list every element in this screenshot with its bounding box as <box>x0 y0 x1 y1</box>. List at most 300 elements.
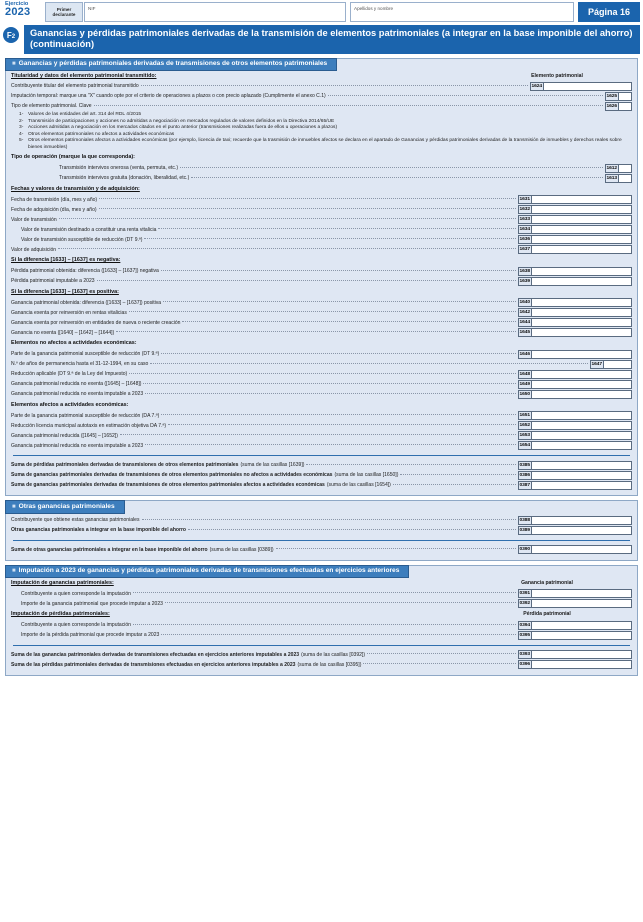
leader-dots <box>191 177 602 178</box>
casilla-input-1613[interactable] <box>619 174 632 183</box>
block1-body <box>5 58 638 497</box>
form-row <box>11 102 632 112</box>
block-imputacion-2023 <box>5 565 638 676</box>
leader-dots <box>141 85 528 86</box>
clave-number: 2- <box>19 118 24 124</box>
row-label: Fecha de adquisición (día, mes y año) <box>11 206 97 213</box>
casilla-input-0390[interactable] <box>532 545 632 554</box>
block1-title <box>5 58 337 72</box>
casilla-number-0392: 0392 <box>518 599 532 608</box>
declarante-label-text: Primer declarante <box>52 6 76 17</box>
casilla-input-0392[interactable] <box>532 599 632 608</box>
casilla-input-1637[interactable] <box>532 245 632 254</box>
leader-dots <box>182 321 515 322</box>
form-row <box>11 599 632 609</box>
casilla-1647 <box>590 360 632 369</box>
casilla-input-0389[interactable] <box>532 526 632 535</box>
block2-rows <box>11 515 632 535</box>
row-label: Valor de transmisión destinado a constituir una renta vitalicia <box>21 226 157 233</box>
leader-dots <box>133 592 516 593</box>
casilla-number-0391: 0391 <box>518 589 532 598</box>
casilla-number-1653: 1653 <box>518 431 532 440</box>
casilla-number-0395: 0395 <box>518 631 532 640</box>
section-badge-sub: 2 <box>11 34 16 40</box>
total-row <box>11 460 632 470</box>
form-row <box>11 441 632 451</box>
casilla-1642 <box>518 308 632 317</box>
clave-text: Valores de las entidades del art. 314 del RDL 4/2015 <box>28 112 142 118</box>
total-label: Suma de pérdidas patrimoniales derivadas de transmisiones de otros elementos patrimoniales <box>11 462 239 469</box>
tipo-operacion-rows <box>11 163 632 183</box>
total-label: Suma de ganancias patrimoniales derivadas de transmisiones de otros elementos patrimoniales no afectos a actividades económicas <box>11 472 333 479</box>
leader-dots <box>133 624 516 625</box>
form-row <box>11 515 632 525</box>
casilla-input-1624[interactable] <box>544 82 632 91</box>
casilla-number-1612: 1612 <box>605 164 619 173</box>
leader-dots <box>161 353 515 354</box>
block2-title <box>5 500 125 514</box>
total-row <box>11 650 632 660</box>
casilla-number-1642: 1642 <box>518 308 532 317</box>
row-label: Contribuyente a quien corresponde la imputación <box>21 622 131 629</box>
row-label: Contribuyente a quien corresponde la imputación <box>21 590 131 597</box>
casilla-0388 <box>518 516 632 525</box>
casilla-0391 <box>518 589 632 598</box>
row-label: Parte de la ganancia patrimonial susceptible de reducción (DT 9.ª) <box>11 351 160 358</box>
casilla-input-1648[interactable] <box>532 370 632 379</box>
casilla-input-0385[interactable] <box>532 461 632 470</box>
total-label: Suma de las ganancias patrimoniales derivadas de transmisiones efectuadas en ejercicios anteriores imputables a 2023 <box>11 651 300 658</box>
row-label: Pérdida patrimonial imputable a 2023 <box>11 278 95 285</box>
casilla-1650 <box>518 390 632 399</box>
ejercicio-label: Ejercicio <box>5 1 29 7</box>
casilla-1639 <box>518 277 632 286</box>
casilla-number-1626: 1626 <box>605 102 619 111</box>
leader-dots <box>180 167 602 168</box>
casilla-number-1637: 1637 <box>518 245 532 254</box>
ganancia-patrimonial-colheader: Ganancia patrimonial <box>521 579 573 586</box>
casilla-0392 <box>518 599 632 608</box>
total-sublabel: (suma de las casillas [0389]) <box>209 546 274 553</box>
casilla-input-1654[interactable] <box>532 441 632 450</box>
casilla-input-1649[interactable] <box>532 380 632 389</box>
row-label: Importe de la pérdida patrimonial que procede imputar a 2023 <box>21 632 160 639</box>
casilla-number-0385: 0385 <box>518 461 532 470</box>
positiva-label: Si la diferencia [1633] – [1637] es positiva: <box>11 288 119 295</box>
bullet-icon: ■ <box>12 568 16 575</box>
casilla-input-0396[interactable] <box>532 660 632 669</box>
row-label: Ganancia patrimonial reducida no exenta ([1645] – [1648]) <box>11 381 142 388</box>
block1-totals <box>11 460 632 490</box>
casilla-0396 <box>518 660 632 669</box>
leader-dots <box>129 373 515 374</box>
block2-total-rule <box>13 540 630 541</box>
section-badge-letter: F <box>6 30 12 40</box>
nif-field[interactable] <box>84 2 346 22</box>
casilla-input-1634[interactable] <box>532 225 632 234</box>
declarante-label <box>45 2 83 22</box>
leader-dots <box>328 95 603 96</box>
form-row <box>11 298 632 308</box>
casilla-input-0393[interactable] <box>532 650 632 659</box>
block3-title <box>5 565 409 579</box>
fechas-label: Fechas y valores de transmisión y de adquisición: <box>11 185 140 192</box>
casilla-1651 <box>518 411 632 420</box>
casilla-1625 <box>605 92 632 101</box>
leader-dots <box>99 208 516 209</box>
casilla-input-1642[interactable] <box>532 308 632 317</box>
casilla-input-1612[interactable] <box>619 164 632 173</box>
casilla-1624 <box>530 82 632 91</box>
noafectos-rows <box>11 349 632 399</box>
block3-body <box>5 565 638 676</box>
row-label: Parte de la ganancia patrimonial susceptible de reducción (DA 7.ª) <box>11 412 160 419</box>
leader-dots <box>144 238 515 239</box>
form-row <box>11 225 632 235</box>
leader-dots <box>129 311 516 312</box>
form-row <box>11 195 632 205</box>
row-label: Ganancia patrimonial reducida no exenta imputable a 2023 <box>11 391 144 398</box>
section-badge <box>3 27 19 43</box>
form-row <box>11 205 632 215</box>
ejercicio-year: 2023 <box>5 5 31 18</box>
section-header <box>3 25 640 54</box>
clave-text: Transmisión de participaciones y acciones no admitidas a negociación en mercados regulados de valores definidos en la Directiva 2014/65/UE <box>28 118 335 124</box>
leader-dots <box>99 198 515 199</box>
casilla-number-1639: 1639 <box>518 277 532 286</box>
block-otros-elementos <box>5 58 638 497</box>
casilla-number-1652: 1652 <box>518 421 532 430</box>
section-title: Ganancias y pérdidas patrimoniales derivadas de la transmisión de elementos patrimoniales (a integrar en la base imponible del ahorro) (continuación) <box>24 25 640 54</box>
nif-caption: NIF <box>88 6 96 11</box>
casilla-input-0391[interactable] <box>532 589 632 598</box>
casilla-number-0396: 0396 <box>518 660 532 669</box>
casilla-1634 <box>518 225 632 234</box>
form-row <box>11 589 632 599</box>
casilla-1640 <box>518 298 632 307</box>
casilla-input-1640[interactable] <box>532 298 632 307</box>
noafectos-label: Elementos no afectos a actividades económicas: <box>11 340 137 347</box>
casilla-input-0387[interactable] <box>532 481 632 490</box>
casilla-0386 <box>518 471 632 480</box>
form-row <box>11 276 632 286</box>
total-label: Suma de las pérdidas patrimoniales derivadas de transmisiones efectuadas en ejercicios anteriores imputables a 2023 <box>11 661 296 668</box>
clave-text: Otros elementos patrimoniales no afectos a actividades económicas <box>28 131 175 137</box>
casilla-input-1647[interactable] <box>604 360 632 369</box>
casilla-1646 <box>518 350 632 359</box>
leader-dots <box>58 248 515 249</box>
casilla-0395 <box>518 631 632 640</box>
casilla-0387 <box>518 481 632 490</box>
casilla-number-0388: 0388 <box>518 516 532 525</box>
row-label: Otras ganancias patrimoniales a integrar en la base imponible del ahorro <box>11 527 187 534</box>
casilla-number-1645: 1645 <box>518 328 532 337</box>
casilla-number-1636: 1636 <box>518 235 532 244</box>
block1-total-rule <box>13 455 630 456</box>
row-label: Reducción licencia municipal autotaxis en estimación objetiva DA 7.ª) <box>11 422 167 429</box>
leader-dots <box>367 653 515 654</box>
form-row <box>11 235 632 245</box>
casilla-number-1646: 1646 <box>518 350 532 359</box>
total-sublabel: (suma de las casillas [0392]) <box>301 651 366 658</box>
casilla-0389 <box>518 526 632 535</box>
total-label: Suma de otras ganancias patrimoniales a integrar en la base imponible del ahorro <box>11 546 208 553</box>
form-row <box>11 92 632 102</box>
perdida-patrimonial-colheader: Pérdida patrimonial <box>523 611 571 618</box>
row-label: Imputación temporal: marque una "X" cuando opte por el criterio de operaciones a plazos o con precio aplazado (Cumplimente el anexo C.1) <box>11 93 326 100</box>
casilla-number-1634: 1634 <box>518 225 532 234</box>
block3-total-rule <box>13 645 630 646</box>
casilla-number-1613: 1613 <box>605 174 619 183</box>
form-row <box>11 525 632 535</box>
clave-item <box>19 138 632 151</box>
form-row <box>11 308 632 318</box>
casilla-input-1625[interactable] <box>619 92 632 101</box>
casilla-number-0386: 0386 <box>518 471 532 480</box>
casilla-input-1646[interactable] <box>532 350 632 359</box>
casilla-number-1625: 1625 <box>605 92 619 101</box>
row-label: Ganancia patrimonial reducida ([1645] – [1652]) <box>11 432 118 439</box>
casilla-number-1624: 1624 <box>530 82 544 91</box>
casilla-input-0394[interactable] <box>532 621 632 630</box>
clave-text: Otros elementos patrimoniales afectos a actividades económicas (por ejemplo, licencia de taxi; recuerde que la trasmisión de inmuebles afectos se declara en el apartado de Ganancias y pérdidas patrimoniales derivadas de la transmisión de inmuebles y derechos reales sobre bienes inmuebles) <box>28 138 622 150</box>
leader-dots <box>165 602 516 603</box>
total-sublabel: (suma de las casillas [1654]) <box>326 482 391 489</box>
leader-dots <box>163 301 515 302</box>
elemento-patrimonial-colheader: Elemento patrimonial <box>531 72 583 79</box>
block2-title-text: Otras ganancias patrimoniales <box>18 502 115 510</box>
form-row <box>11 318 632 328</box>
casilla-number-1638: 1638 <box>518 267 532 276</box>
casilla-input-1632[interactable] <box>532 205 632 214</box>
imputacion-perdidas-rows <box>11 620 632 640</box>
casilla-input-1638[interactable] <box>532 267 632 276</box>
row-label: Ganancia exenta por reinversión en rentas vitalicias <box>11 309 127 316</box>
casilla-0385 <box>518 461 632 470</box>
form-row <box>11 173 632 183</box>
casilla-1648 <box>518 370 632 379</box>
row-label: Reducción aplicable (DT 9.ª de la Ley del Impuesto) <box>11 371 128 378</box>
form-header <box>0 0 643 22</box>
leader-dots <box>188 529 516 530</box>
tipo-operacion-label: Tipo de operación (marque la que corresponda): <box>11 154 135 161</box>
row-label: Ganancia exenta por reinversión en entidades de nueva o reciente creación <box>11 319 181 326</box>
negativa-rows <box>11 266 632 286</box>
leader-dots <box>94 105 603 106</box>
casilla-0390 <box>518 545 632 554</box>
form-row <box>11 328 632 338</box>
casilla-number-1651: 1651 <box>518 411 532 420</box>
leader-dots <box>120 434 516 435</box>
form-row <box>11 245 632 255</box>
casilla-input-1633[interactable] <box>532 215 632 224</box>
leader-dots <box>400 474 515 475</box>
casilla-input-1626[interactable] <box>619 102 632 111</box>
casilla-1632 <box>518 205 632 214</box>
row-label: Fecha de transmisión (día, mes y año) <box>11 196 98 203</box>
casilla-input-1644[interactable] <box>532 318 632 327</box>
clave-text: Acciones admitidas a negociación en los mercados citados en el punto anterior (transmisiones realizadas fuera de ellos u operaciones a plazos) <box>28 125 338 131</box>
form-row <box>11 266 632 276</box>
leader-dots <box>276 548 516 549</box>
casilla-number-1649: 1649 <box>518 380 532 389</box>
row-label: N.º de años de permanencia hasta el 31-12-1994, en su caso <box>11 361 149 368</box>
form-row <box>11 163 632 173</box>
clave-number: 3- <box>19 125 24 131</box>
casilla-input-0386[interactable] <box>532 471 632 480</box>
form-row <box>11 421 632 431</box>
casilla-input-1653[interactable] <box>532 431 632 440</box>
row-label: Contribuyente que obtiene estas ganancias patrimoniales <box>11 517 140 524</box>
leader-dots <box>158 228 515 229</box>
leader-dots <box>161 270 516 271</box>
total-label: Suma de ganancias patrimoniales derivadas de transmisiones de otros elementos patrimoniales afectos a actividades económicas <box>11 482 325 489</box>
casilla-1644 <box>518 318 632 327</box>
casilla-1652 <box>518 421 632 430</box>
casilla-1633 <box>518 215 632 224</box>
imputacion-ganancias-rows <box>11 589 632 609</box>
leader-dots <box>145 444 515 445</box>
leader-dots <box>150 363 587 364</box>
clave-number: 1- <box>19 112 24 118</box>
afectos-rows <box>11 411 632 451</box>
form-row <box>11 379 632 389</box>
casilla-number-1650: 1650 <box>518 390 532 399</box>
row-label: Ganancia no exenta ([1640] – [1642] – [1644]) <box>11 329 115 336</box>
casilla-number-0387: 0387 <box>518 481 532 490</box>
casilla-0394 <box>518 621 632 630</box>
casilla-number-0390: 0390 <box>518 545 532 554</box>
form-row <box>11 369 632 379</box>
total-row <box>11 545 632 555</box>
casilla-1626 <box>605 102 632 111</box>
casilla-number-1631: 1631 <box>518 195 532 204</box>
leader-dots <box>142 519 516 520</box>
form-row <box>11 359 632 369</box>
casilla-1638 <box>518 267 632 276</box>
casilla-input-1645[interactable] <box>532 328 632 337</box>
leader-dots <box>59 218 516 219</box>
casilla-input-1636[interactable] <box>532 235 632 244</box>
block2-totals <box>11 545 632 555</box>
casilla-number-1640: 1640 <box>518 298 532 307</box>
leader-dots <box>168 424 515 425</box>
casilla-1649 <box>518 380 632 389</box>
total-row <box>11 470 632 480</box>
form-row <box>11 431 632 441</box>
row-label: Valor de transmisión <box>11 216 57 223</box>
row-label: Importe de la ganancia patrimonial que procede imputar a 2023 <box>21 600 163 607</box>
leader-dots <box>363 663 515 664</box>
casilla-input-0395[interactable] <box>532 631 632 640</box>
casilla-0393 <box>518 650 632 659</box>
casilla-input-1631[interactable] <box>532 195 632 204</box>
casilla-number-0389: 0389 <box>518 526 532 535</box>
leader-dots <box>161 414 515 415</box>
afectos-label: Elementos afectos a actividades económicas: <box>11 401 129 408</box>
form-row <box>11 215 632 225</box>
total-sublabel: (suma de las casillas [1650]) <box>334 472 399 479</box>
imputacion-perdidas-label: Imputación de pérdidas patrimoniales: <box>11 611 110 618</box>
positiva-rows <box>11 298 632 338</box>
nombre-field[interactable] <box>350 2 574 22</box>
casilla-1636 <box>518 235 632 244</box>
leader-dots <box>97 280 516 281</box>
row-label: Ganancia patrimonial obtenida: diferencia ([1633] – [1637]) positiva <box>11 299 162 306</box>
fechas-rows <box>11 195 632 255</box>
total-sublabel: (suma de las casillas [0395]) <box>297 661 362 668</box>
titularidad-label: Titularidad y datos del elemento patrimonial transmitido: <box>11 72 157 79</box>
casilla-1654 <box>518 441 632 450</box>
row-label: Transmisión intervivos onerosa (venta, permuta, etc.) <box>59 165 179 172</box>
casilla-number-0394: 0394 <box>518 621 532 630</box>
form-row <box>11 389 632 399</box>
casilla-1612 <box>605 164 632 173</box>
ejercicio-block <box>3 2 45 22</box>
casilla-number-1633: 1633 <box>518 215 532 224</box>
casilla-number-0393: 0393 <box>518 650 532 659</box>
clave-number: 5- <box>19 138 24 144</box>
bullet-icon: ■ <box>12 61 16 68</box>
block1-title-text: Ganancias y pérdidas patrimoniales derivadas de transmisiones de otros elementos patrimoniales <box>18 60 328 68</box>
casilla-1637 <box>518 245 632 254</box>
row-label: Transmisión intervivos gratuita (donación, liberalidad, etc.) <box>59 175 190 182</box>
form-row <box>11 82 632 92</box>
form-row <box>11 349 632 359</box>
casilla-input-1652[interactable] <box>532 421 632 430</box>
form-row <box>11 620 632 630</box>
block-otras-ganancias <box>5 500 638 561</box>
page-number-badge: Página 16 <box>578 2 640 22</box>
row-label: Ganancia patrimonial reducida no exenta imputable a 2023 <box>11 442 144 449</box>
row-label: Pérdida patrimonial obtenida: diferencia ([1633] – [1637]) negativa <box>11 268 159 275</box>
row-label: Tipo de elemento patrimonial. Clave <box>11 103 92 110</box>
titularidad-rows <box>11 82 632 112</box>
row-label: Valor de adquisición <box>11 246 57 253</box>
form-row <box>11 630 632 640</box>
casilla-input-1651[interactable] <box>532 411 632 420</box>
casilla-number-1647: 1647 <box>590 360 604 369</box>
total-row <box>11 480 632 490</box>
casilla-number-1654: 1654 <box>518 441 532 450</box>
leader-dots <box>145 393 515 394</box>
casilla-number-1644: 1644 <box>518 318 532 327</box>
block3-totals <box>11 650 632 670</box>
clave-list <box>19 112 632 151</box>
form-row <box>11 411 632 421</box>
leader-dots <box>143 383 515 384</box>
casilla-input-1650[interactable] <box>532 390 632 399</box>
total-sublabel: (suma de las casillas [1639]) <box>240 462 305 469</box>
block3-title-text: Imputación a 2023 de ganancias y pérdidas patrimoniales derivadas de transmisiones efectuadas en ejercicios anteriores <box>18 567 400 575</box>
casilla-input-0388[interactable] <box>532 516 632 525</box>
leader-dots <box>306 464 515 465</box>
negativa-label: Si la diferencia [1633] – [1637] es negativa: <box>11 257 121 264</box>
bullet-icon: ■ <box>12 503 16 510</box>
leader-dots <box>393 484 516 485</box>
row-label: Valor de transmisión susceptible de reducción (DT 9.ª) <box>21 236 143 243</box>
casilla-1653 <box>518 431 632 440</box>
leader-dots <box>161 634 515 635</box>
casilla-input-1639[interactable] <box>532 277 632 286</box>
row-label: Contribuyente titular del elemento patrimonial transmitido <box>11 83 139 90</box>
casilla-number-1632: 1632 <box>518 205 532 214</box>
leader-dots <box>116 331 515 332</box>
imputacion-ganancias-label: Imputación de ganancias patrimoniales: <box>11 579 114 586</box>
casilla-number-1648: 1648 <box>518 370 532 379</box>
nombre-caption: Apellidos y nombre <box>354 6 394 11</box>
clave-number: 4- <box>19 131 24 137</box>
